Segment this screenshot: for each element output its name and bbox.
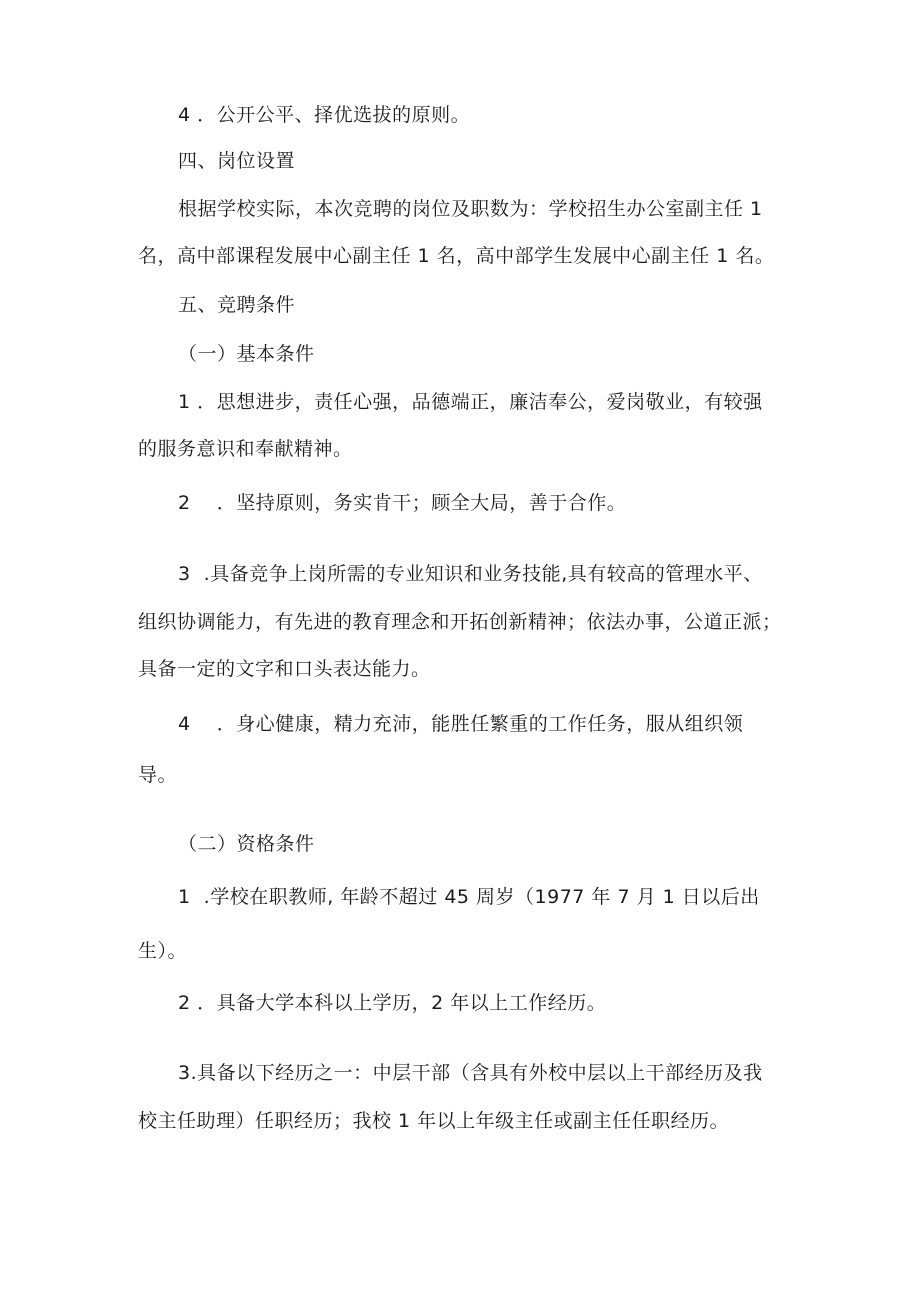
- paragraph-positions-line-1: 根据学校实际，本次竞聘的岗位及职数为：学校招生办公室副主任 1: [178, 198, 763, 220]
- qualification-3-line-1: 3.具备以下经历之一：中层干部（含具有外校中层以上干部经历及我: [178, 1062, 763, 1084]
- basic-condition-4-line-1: 4 ．身心健康，精力充沛，能胜任繁重的工作任务，服从组织领: [178, 713, 744, 735]
- basic-condition-1-line-2: 的服务意识和奉献精神。: [138, 438, 353, 460]
- section-heading-5: 五、竞聘条件: [178, 294, 296, 316]
- qualification-1-line-2: 生）。: [138, 940, 188, 962]
- basic-condition-4-line-2: 导。: [138, 764, 178, 786]
- basic-condition-2: 2 ．坚持原则，务实肯干；顾全大局，善于合作。: [178, 492, 627, 514]
- qualification-1-line-1: 1 .学校在职教师, 年龄不超过 45 周岁（1977 年 7 月 1 日以后出: [178, 886, 760, 908]
- subsection-heading-qualification: （二）资格条件: [178, 833, 315, 855]
- paragraph-positions-line-2: 名，高中部课程发展中心副主任 1 名，高中部学生发展中心副主任 1 名。: [138, 245, 775, 267]
- basic-condition-3-line-1: 3 .具备竞争上岗所需的专业知识和业务技能,具有较高的管理水平、: [178, 563, 763, 585]
- basic-condition-3-line-2: 组织协调能力，有先进的教育理念和开拓创新精神；依法办事，公道正派；: [138, 611, 782, 633]
- basic-condition-1-line-1: 1 ．思想进步，责任心强，品德端正，廉洁奉公，爱岗敬业，有较强: [178, 391, 763, 413]
- paragraph-principle-4: 4 ．公开公平、择优选拔的原则。: [178, 104, 471, 126]
- qualification-2: 2 ．具备大学本科以上学历，2 年以上工作经历。: [178, 992, 607, 1014]
- basic-condition-3-line-3: 具备一定的文字和口头表达能力。: [138, 658, 431, 680]
- section-heading-4: 四、岗位设置: [178, 150, 296, 172]
- subsection-heading-basic: （一）基本条件: [178, 343, 315, 365]
- qualification-3-line-2: 校主任助理）任职经历；我校 1 年以上年级主任或副主任任职经历。: [138, 1110, 730, 1132]
